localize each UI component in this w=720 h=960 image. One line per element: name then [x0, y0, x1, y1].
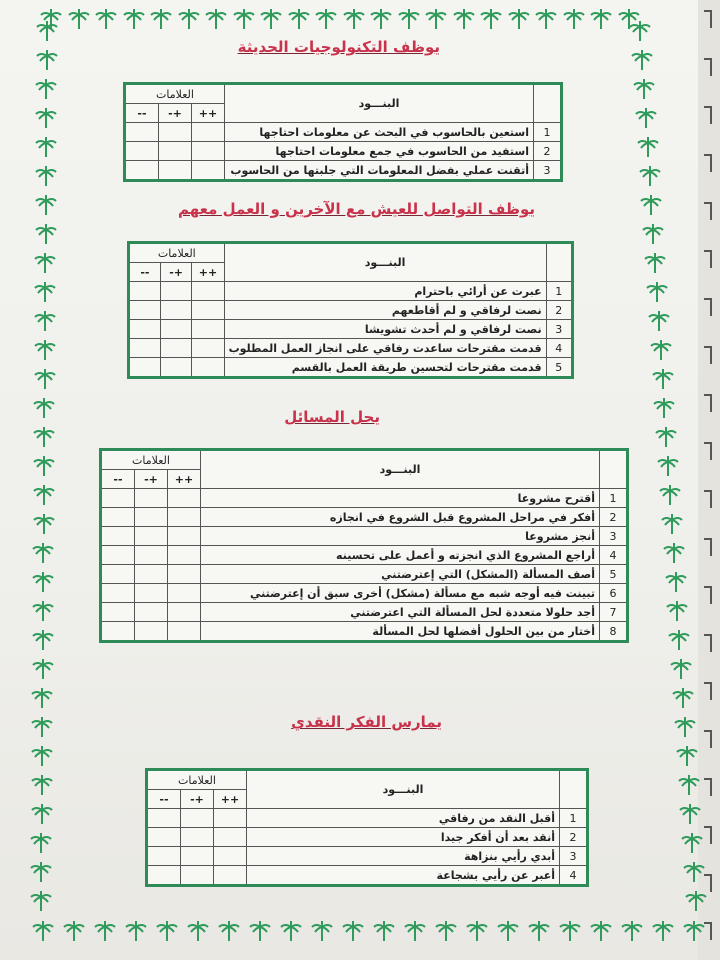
mark-cell[interactable] — [214, 828, 247, 847]
item-number: 1 — [534, 123, 562, 142]
palm-tree-icon — [34, 368, 56, 390]
num-header — [534, 84, 562, 123]
item-text: أجد حلولا متعددة لحل المسألة التي اعترضتني — [201, 603, 600, 622]
mark-header-plus-minus: +- — [159, 104, 192, 123]
palm-tree-icon — [150, 8, 172, 30]
palm-tree-icon — [315, 8, 337, 30]
table-row — [147, 809, 588, 828]
mark-cell[interactable] — [135, 489, 168, 508]
palm-tree-icon — [342, 920, 364, 942]
item-number: 4 — [546, 339, 572, 358]
table-row — [101, 527, 628, 546]
section-table-problem-solving — [99, 448, 629, 643]
palm-tree-icon — [35, 223, 57, 245]
items-header: البنـــود — [247, 770, 560, 809]
palm-tree-icon — [311, 920, 333, 942]
palm-tree-icon — [466, 920, 488, 942]
palm-tree-icon — [30, 832, 52, 854]
palm-tree-icon — [187, 920, 209, 942]
num-header — [546, 243, 572, 282]
spiral-ring — [704, 778, 712, 796]
table-row — [147, 847, 588, 866]
num-header — [560, 770, 588, 809]
mark-cell[interactable] — [135, 527, 168, 546]
palm-tree-icon — [425, 8, 447, 30]
palm-tree-icon — [35, 194, 57, 216]
mark-cell[interactable] — [147, 828, 181, 847]
palm-tree-icon — [635, 107, 657, 129]
spiral-ring — [704, 490, 712, 508]
mark-cell[interactable] — [101, 489, 135, 508]
spiral-ring — [704, 346, 712, 364]
item-text: تبينت فيه أوجه شبه مع مسألة (مشكل) أخرى سبق أن إعترضتني — [201, 584, 600, 603]
item-text: أفكر في مراحل المشروع قبل الشروع في انجازه — [201, 508, 600, 527]
table-row — [101, 622, 628, 642]
mark-cell[interactable] — [160, 301, 192, 320]
mark-header-minus-minus: -- — [101, 470, 135, 489]
mark-cell[interactable] — [160, 320, 192, 339]
mark-cell[interactable] — [147, 847, 181, 866]
palm-tree-icon — [653, 397, 675, 419]
palm-tree-icon — [218, 920, 240, 942]
num-header — [600, 450, 628, 489]
mark-cell[interactable] — [168, 489, 201, 508]
spiral-ring — [704, 202, 712, 220]
palm-tree-icon — [528, 920, 550, 942]
mark-header-plus-plus: ++ — [168, 470, 201, 489]
palm-tree-icon — [35, 165, 57, 187]
section-table-communication — [127, 241, 574, 379]
mark-cell[interactable] — [135, 603, 168, 622]
items-header: البنـــود — [224, 243, 546, 282]
item-number: 8 — [600, 622, 628, 642]
mark-cell[interactable] — [129, 339, 161, 358]
palm-tree-icon — [34, 281, 56, 303]
palm-tree-icon — [563, 8, 585, 30]
palm-tree-icon — [33, 513, 55, 535]
palm-tree-icon — [30, 890, 52, 912]
palm-tree-icon — [590, 920, 612, 942]
palm-tree-icon — [32, 658, 54, 680]
palm-tree-icon — [33, 484, 55, 506]
palm-tree-icon — [642, 223, 664, 245]
palm-tree-icon — [32, 629, 54, 651]
palm-tree-icon — [683, 861, 705, 883]
mark-cell[interactable] — [214, 847, 247, 866]
item-text: أقترح مشروعا — [201, 489, 600, 508]
mark-cell[interactable] — [135, 622, 168, 642]
mark-header-plus-minus: +- — [181, 790, 214, 809]
mark-cell[interactable] — [135, 508, 168, 527]
spiral-ring — [704, 586, 712, 604]
palm-tree-icon — [652, 368, 674, 390]
palm-tree-icon — [678, 774, 700, 796]
mark-cell[interactable] — [129, 358, 161, 378]
mark-cell[interactable] — [135, 565, 168, 584]
mark-cell[interactable] — [168, 603, 201, 622]
spiral-ring — [704, 634, 712, 652]
item-text: أعبر عن رأيي بشجاعة — [247, 866, 560, 886]
palm-tree-icon — [32, 542, 54, 564]
spiral-ring — [704, 298, 712, 316]
item-number: 1 — [600, 489, 628, 508]
palm-tree-icon — [629, 20, 651, 42]
palm-tree-icon — [125, 920, 147, 942]
item-text: نصت لرفاقي و لم أحدث تشويشا — [224, 320, 546, 339]
items-header: البنـــود — [225, 84, 534, 123]
palm-tree-icon — [31, 774, 53, 796]
item-number: 2 — [534, 142, 562, 161]
mark-cell[interactable] — [181, 866, 214, 886]
palm-tree-icon — [35, 107, 57, 129]
item-text: أتقنت عملي بفضل المعلومات التي جلبتها من الحاسوب — [225, 161, 534, 181]
palm-tree-icon — [343, 8, 365, 30]
palm-tree-icon — [683, 920, 705, 942]
table-row — [101, 565, 628, 584]
mark-cell[interactable] — [192, 301, 224, 320]
item-number: 4 — [600, 546, 628, 565]
palm-tree-icon — [637, 136, 659, 158]
item-number: 3 — [560, 847, 588, 866]
palm-tree-icon — [33, 455, 55, 477]
item-number: 4 — [560, 866, 588, 886]
palm-tree-icon — [668, 629, 690, 651]
palm-tree-icon — [288, 8, 310, 30]
item-number: 1 — [560, 809, 588, 828]
item-number: 5 — [546, 358, 572, 378]
palm-tree-icon — [508, 8, 530, 30]
mark-cell[interactable] — [147, 809, 181, 828]
item-text: أختار من بين الحلول أفضلها لحل المسألة — [201, 622, 600, 642]
table-row — [101, 584, 628, 603]
palm-tree-icon — [249, 920, 271, 942]
palm-tree-icon — [650, 339, 672, 361]
spiral-ring — [704, 10, 712, 28]
mark-cell[interactable] — [168, 527, 201, 546]
section-table-technology — [123, 82, 563, 182]
palm-tree-icon — [34, 339, 56, 361]
palm-tree-icon — [260, 8, 282, 30]
item-number: 2 — [600, 508, 628, 527]
palm-tree-icon — [404, 920, 426, 942]
marks-header: العلامات — [129, 243, 225, 263]
palm-tree-icon — [633, 78, 655, 100]
mark-cell[interactable] — [168, 508, 201, 527]
mark-header-plus-plus: ++ — [192, 104, 225, 123]
item-text: استعين بالحاسوب في البحث عن معلومات احتاجها — [225, 123, 534, 142]
mark-header-plus-minus: +- — [135, 470, 168, 489]
palm-tree-icon — [661, 513, 683, 535]
mark-cell[interactable] — [168, 584, 201, 603]
mark-cell[interactable] — [181, 828, 214, 847]
mark-header-plus-minus: +- — [160, 263, 192, 282]
item-number: 2 — [546, 301, 572, 320]
table-row — [125, 142, 562, 161]
table-row — [125, 161, 562, 181]
table-row — [101, 603, 628, 622]
item-number: 6 — [600, 584, 628, 603]
palm-tree-icon — [685, 890, 707, 912]
mark-cell[interactable] — [147, 866, 181, 886]
mark-cell[interactable] — [135, 584, 168, 603]
palm-tree-icon — [676, 745, 698, 767]
palm-tree-icon — [68, 8, 90, 30]
palm-tree-icon — [34, 252, 56, 274]
palm-tree-icon — [681, 832, 703, 854]
palm-tree-icon — [435, 920, 457, 942]
palm-tree-icon — [31, 687, 53, 709]
palm-tree-icon — [123, 8, 145, 30]
item-text: أراجع المشروع الذي انجزته و أعمل على تحسينه — [201, 546, 600, 565]
mark-cell[interactable] — [101, 546, 135, 565]
palm-tree-icon — [35, 136, 57, 158]
mark-cell[interactable] — [125, 161, 159, 181]
item-text: أنجز مشروعا — [201, 527, 600, 546]
palm-tree-icon — [33, 426, 55, 448]
mark-header-plus-plus: ++ — [214, 790, 247, 809]
spiral-ring — [704, 682, 712, 700]
mark-cell[interactable] — [168, 546, 201, 565]
table-row — [125, 123, 562, 142]
palm-tree-icon — [480, 8, 502, 30]
mark-cell[interactable] — [192, 161, 225, 181]
marks-header: العلامات — [101, 450, 201, 470]
table-row — [147, 828, 588, 847]
mark-cell[interactable] — [159, 161, 192, 181]
mark-cell[interactable] — [168, 565, 201, 584]
palm-tree-icon — [666, 600, 688, 622]
mark-cell[interactable] — [192, 282, 224, 301]
spiral-ring — [704, 154, 712, 172]
table-row — [129, 301, 573, 320]
palm-tree-icon — [657, 455, 679, 477]
item-text: قدمت مقترحات ساعدت رفاقي على انجاز العمل المطلوب — [224, 339, 546, 358]
table-row — [101, 489, 628, 508]
palm-tree-icon — [36, 20, 58, 42]
table-row — [101, 546, 628, 565]
mark-cell[interactable] — [192, 339, 224, 358]
table-row — [129, 358, 573, 378]
mark-cell[interactable] — [101, 508, 135, 527]
spiral-ring — [704, 250, 712, 268]
spiral-ring — [704, 442, 712, 460]
palm-tree-icon — [453, 8, 475, 30]
palm-tree-icon — [370, 8, 392, 30]
palm-tree-icon — [590, 8, 612, 30]
table-row — [129, 320, 573, 339]
palm-tree-icon — [280, 920, 302, 942]
mark-cell[interactable] — [101, 603, 135, 622]
table-row — [147, 866, 588, 886]
palm-tree-icon — [31, 716, 53, 738]
item-number: 5 — [600, 565, 628, 584]
palm-tree-icon — [644, 252, 666, 274]
marks-header: العلامات — [125, 84, 225, 104]
mark-cell[interactable] — [129, 301, 161, 320]
palm-tree-icon — [398, 8, 420, 30]
palm-tree-icon — [32, 920, 54, 942]
palm-tree-icon — [655, 426, 677, 448]
mark-cell[interactable] — [125, 123, 159, 142]
spiral-ring — [704, 922, 712, 940]
palm-tree-icon — [32, 571, 54, 593]
palm-tree-icon — [535, 8, 557, 30]
palm-tree-icon — [156, 920, 178, 942]
section-title-critical-thinking: يمارس الفكر النقدي — [291, 713, 442, 731]
section-table-critical-thinking — [145, 768, 589, 887]
item-number: 3 — [600, 527, 628, 546]
mark-cell[interactable] — [101, 622, 135, 642]
section-title-communication: يوظف التواصل للعيش مع الآخرين و العمل معهم — [177, 200, 535, 218]
palm-tree-icon — [178, 8, 200, 30]
mark-header-minus-minus: -- — [125, 104, 159, 123]
palm-tree-icon — [640, 194, 662, 216]
spiral-ring — [704, 394, 712, 412]
spiral-ring — [704, 58, 712, 76]
mark-cell[interactable] — [192, 358, 224, 378]
palm-tree-icon — [621, 920, 643, 942]
mark-cell[interactable] — [192, 320, 224, 339]
table-row — [129, 282, 573, 301]
table-row — [101, 508, 628, 527]
spiral-ring — [704, 106, 712, 124]
items-header: البنـــود — [201, 450, 600, 489]
mark-cell[interactable] — [192, 123, 225, 142]
palm-tree-icon — [95, 8, 117, 30]
palm-tree-icon — [30, 861, 52, 883]
spiral-ring — [704, 826, 712, 844]
palm-tree-icon — [631, 49, 653, 71]
palm-tree-icon — [233, 8, 255, 30]
item-number: 2 — [560, 828, 588, 847]
mark-cell[interactable] — [159, 142, 192, 161]
item-number: 7 — [600, 603, 628, 622]
palm-tree-icon — [663, 542, 685, 564]
item-text: أنقد بعد أن أفكر جيدا — [247, 828, 560, 847]
mark-cell[interactable] — [214, 809, 247, 828]
palm-tree-icon — [639, 165, 661, 187]
palm-tree-icon — [665, 571, 687, 593]
palm-tree-icon — [94, 920, 116, 942]
palm-tree-icon — [36, 49, 58, 71]
marks-header: العلامات — [147, 770, 247, 790]
palm-tree-icon — [31, 745, 53, 767]
mark-cell[interactable] — [129, 282, 161, 301]
mark-cell[interactable] — [181, 847, 214, 866]
item-number: 3 — [534, 161, 562, 181]
mark-cell[interactable] — [160, 282, 192, 301]
mark-cell[interactable] — [159, 123, 192, 142]
item-number: 3 — [546, 320, 572, 339]
mark-cell[interactable] — [101, 584, 135, 603]
palm-tree-icon — [559, 920, 581, 942]
mark-cell[interactable] — [181, 809, 214, 828]
palm-tree-icon — [32, 600, 54, 622]
palm-tree-icon — [652, 920, 674, 942]
mark-cell[interactable] — [129, 320, 161, 339]
mark-cell[interactable] — [168, 622, 201, 642]
item-text: أقبل النقد من رفاقي — [247, 809, 560, 828]
mark-cell[interactable] — [135, 546, 168, 565]
item-text: أصف المسألة (المشكل) التي إعترضتني — [201, 565, 600, 584]
item-text: استفيد من الحاسوب في جمع معلومات احتاجها — [225, 142, 534, 161]
item-text: نصت لرفاقي و لم أقاطعهم — [224, 301, 546, 320]
section-title-problem-solving: يحل المسائل — [284, 408, 380, 426]
palm-tree-icon — [679, 803, 701, 825]
section-title-technology: يوظف التكنولوجيات الحديثة — [237, 38, 440, 56]
mark-cell[interactable] — [192, 142, 225, 161]
mark-cell[interactable] — [160, 339, 192, 358]
palm-tree-icon — [35, 78, 57, 100]
palm-tree-icon — [373, 920, 395, 942]
mark-cell[interactable] — [101, 527, 135, 546]
mark-cell[interactable] — [101, 565, 135, 584]
mark-header-minus-minus: -- — [129, 263, 161, 282]
table-row — [129, 339, 573, 358]
palm-tree-icon — [33, 397, 55, 419]
palm-tree-icon — [672, 687, 694, 709]
palm-tree-icon — [31, 803, 53, 825]
palm-tree-icon — [659, 484, 681, 506]
palm-tree-icon — [646, 281, 668, 303]
spiral-ring — [704, 730, 712, 748]
item-text: قدمت مقترحات لتحسين طريقة العمل بالقسم — [224, 358, 546, 378]
item-number: 1 — [546, 282, 572, 301]
mark-cell[interactable] — [160, 358, 192, 378]
palm-tree-icon — [648, 310, 670, 332]
palm-tree-icon — [674, 716, 696, 738]
mark-cell[interactable] — [125, 142, 159, 161]
mark-header-minus-minus: -- — [147, 790, 181, 809]
item-text: عبرت عن أرائي باحترام — [224, 282, 546, 301]
palm-tree-icon — [63, 920, 85, 942]
palm-tree-icon — [670, 658, 692, 680]
mark-cell[interactable] — [214, 866, 247, 886]
item-text: أبدي رأيي بنزاهة — [247, 847, 560, 866]
palm-tree-icon — [205, 8, 227, 30]
palm-tree-icon — [497, 920, 519, 942]
mark-header-plus-plus: ++ — [192, 263, 224, 282]
spiral-ring — [704, 538, 712, 556]
palm-tree-icon — [34, 310, 56, 332]
